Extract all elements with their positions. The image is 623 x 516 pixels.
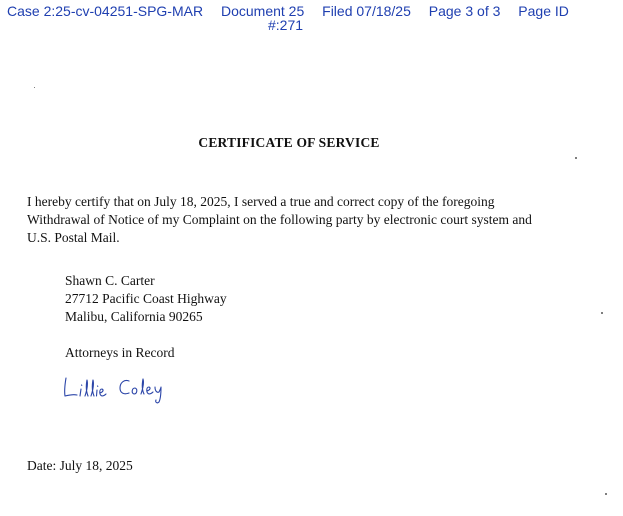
page-id-label: Page ID	[518, 3, 569, 19]
filed-date: Filed 07/18/25	[322, 3, 411, 19]
document-number: Document 25	[220, 3, 305, 19]
certification-line-3: U.S. Postal Mail.	[27, 230, 120, 245]
scan-speck	[605, 493, 607, 495]
recipient-street: 27712 Pacific Coast Highway	[65, 291, 227, 306]
page-id-number: #:271	[268, 17, 304, 33]
scan-speck	[575, 157, 577, 159]
certification-line-2: Withdrawal of Notice of my Complaint on the following party by electronic court system and	[27, 212, 532, 227]
scan-speck	[34, 87, 35, 88]
certification-line-1: I hereby certify that on July 18, 2025, I served a true and correct copy of the foregoing	[27, 194, 495, 209]
date-line: Date: July 18, 2025	[27, 458, 133, 473]
scan-speck	[601, 312, 603, 314]
handwritten-signature	[60, 372, 180, 406]
certification-paragraph	[27, 193, 567, 247]
recipient-name: Shawn C. Carter	[65, 273, 155, 288]
case-number: Case 2:25-cv-04251-SPG-MAR	[7, 3, 204, 19]
recipient-city: Malibu, California 90265	[65, 309, 203, 324]
document-title: CERTIFICATE OF SERVICE	[198, 135, 380, 150]
page-count: Page 3 of 3	[428, 3, 501, 19]
recipient-address	[65, 272, 227, 326]
attorneys-label: Attorneys in Record	[65, 345, 175, 360]
